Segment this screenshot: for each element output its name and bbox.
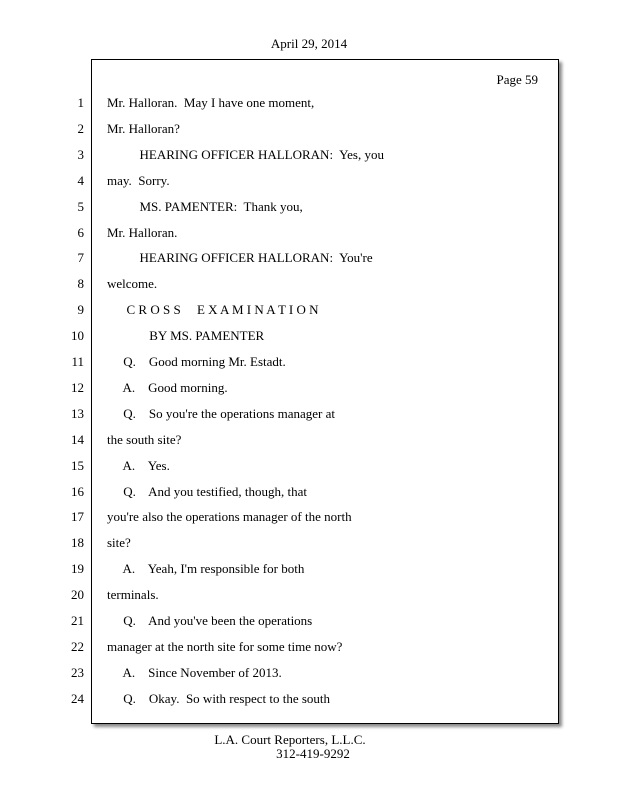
line-text: you're also the operations manager of the north bbox=[107, 509, 352, 525]
line-number: 8 bbox=[77, 276, 84, 292]
line-text: A. Yes. bbox=[107, 457, 170, 473]
line-text: welcome. bbox=[107, 276, 158, 292]
transcript-line bbox=[77, 119, 558, 139]
line-text: Q. Good morning Mr. Estadt. bbox=[107, 354, 286, 369]
transcript-line bbox=[71, 689, 558, 709]
line-text: the south site? bbox=[107, 431, 182, 447]
transcript-line bbox=[71, 378, 558, 398]
line-number: 6 bbox=[77, 224, 84, 240]
line-number: 22 bbox=[71, 638, 84, 654]
line-text: Q. So you're the operations manager at bbox=[107, 405, 335, 421]
line-number: 24 bbox=[71, 690, 84, 706]
line-text: Mr. Halloran. May I have one moment, bbox=[107, 95, 315, 110]
line-text: A. Good morning. bbox=[107, 379, 228, 395]
page-number: Page 59 bbox=[496, 72, 538, 87]
line-text: A. Yeah, I'm responsible for both bbox=[107, 561, 305, 577]
transcript-line bbox=[71, 507, 558, 527]
transcript-line bbox=[71, 611, 558, 631]
line-number: 2 bbox=[77, 120, 84, 136]
transcript-line bbox=[71, 533, 558, 553]
line-number: 13 bbox=[71, 405, 84, 421]
line-number: 23 bbox=[71, 664, 84, 680]
line-number: 10 bbox=[71, 328, 84, 344]
line-text: Mr. Halloran. bbox=[107, 224, 178, 240]
line-number: 21 bbox=[71, 613, 84, 628]
transcript-line bbox=[77, 248, 558, 268]
transcript-line bbox=[71, 430, 558, 450]
transcript-line bbox=[71, 404, 558, 424]
line-number: 20 bbox=[71, 587, 84, 603]
transcript-line bbox=[77, 93, 558, 113]
line-number: 15 bbox=[71, 457, 84, 473]
transcript-line bbox=[71, 326, 558, 346]
line-number: 5 bbox=[77, 198, 84, 214]
transcript-page bbox=[71, 59, 559, 724]
line-text: HEARING OFFICER HALLORAN: You're bbox=[107, 250, 373, 266]
line-text: Q. And you've been the operations bbox=[107, 613, 313, 628]
line-number: 12 bbox=[71, 379, 84, 395]
transcript-line bbox=[77, 274, 558, 294]
line-number: 18 bbox=[71, 535, 84, 551]
line-text: manager at the north site for some time now? bbox=[107, 638, 343, 654]
line-number: 19 bbox=[71, 561, 84, 577]
footer-phone: 312-419-9292 bbox=[276, 746, 350, 761]
line-text: MS. PAMENTER: Thank you, bbox=[107, 198, 303, 214]
line-number: 4 bbox=[77, 172, 84, 188]
line-number: 9 bbox=[77, 302, 84, 318]
line-text: Q. Okay. So with respect to the south bbox=[107, 690, 331, 706]
transcript-line bbox=[71, 482, 558, 502]
line-text: Q. And you testified, though, that bbox=[107, 483, 308, 499]
transcript-line bbox=[71, 663, 558, 683]
line-number: 16 bbox=[71, 483, 84, 499]
line-number: 14 bbox=[71, 431, 84, 447]
transcript-line bbox=[71, 559, 558, 579]
transcript-line bbox=[71, 585, 558, 605]
transcript-line bbox=[71, 352, 558, 372]
line-text: HEARING OFFICER HALLORAN: Yes, you bbox=[107, 146, 384, 162]
transcript-line bbox=[71, 637, 558, 657]
line-number: 3 bbox=[77, 146, 84, 162]
line-number: 7 bbox=[77, 250, 84, 266]
line-number: 17 bbox=[71, 509, 84, 525]
line-number: 1 bbox=[77, 95, 84, 110]
transcript-line bbox=[77, 223, 558, 243]
line-text: A. Since November of 2013. bbox=[107, 664, 282, 680]
line-text: BY MS. PAMENTER bbox=[107, 328, 265, 344]
transcript-line bbox=[77, 300, 558, 320]
page-header-date: April 29, 2014 bbox=[270, 36, 348, 51]
line-text: site? bbox=[107, 535, 131, 551]
line-text: Mr. Halloran? bbox=[107, 120, 180, 136]
transcript-line bbox=[77, 197, 558, 217]
transcript-line bbox=[71, 456, 558, 476]
transcript-line bbox=[77, 145, 558, 165]
line-number: 11 bbox=[71, 354, 84, 369]
line-text: terminals. bbox=[107, 587, 159, 603]
transcript-line bbox=[77, 171, 558, 191]
line-text: C R O S S E X A M I N A T I O N bbox=[107, 302, 319, 318]
line-text: may. Sorry. bbox=[107, 172, 170, 188]
footer-firm-name: L.A. Court Reporters, L.L.C. bbox=[214, 732, 366, 747]
